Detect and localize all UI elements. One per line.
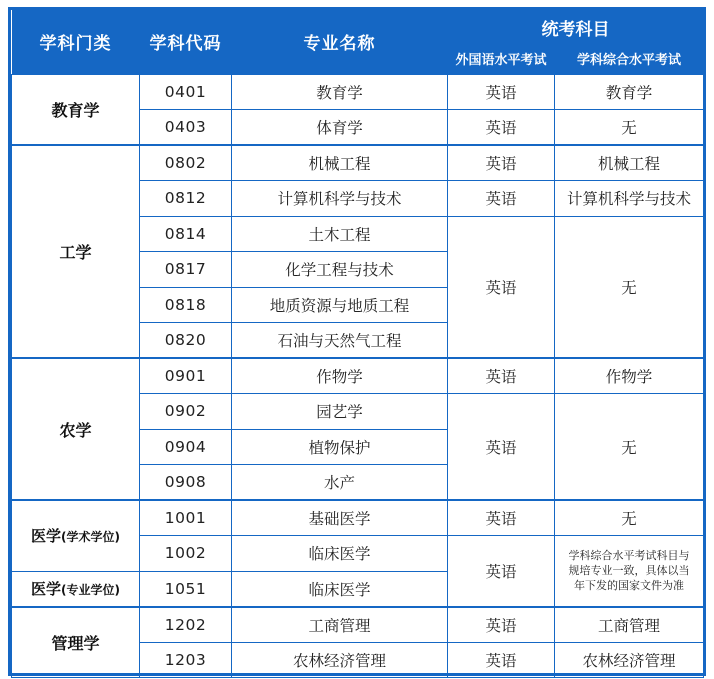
cell-foreign: 英语 [448, 500, 555, 536]
cell-subject: 教育学 [555, 74, 704, 110]
cell-major: 园艺学 [232, 394, 448, 430]
table-row [12, 358, 704, 394]
cell-code: 0802 [140, 145, 232, 181]
cell-foreign: 英语 [448, 358, 555, 394]
cell-subject: 无 [555, 500, 704, 536]
table-row [12, 500, 704, 536]
cell-major: 体育学 [232, 110, 448, 146]
cell-code: 0901 [140, 358, 232, 394]
cell-major: 临床医学 [232, 536, 448, 572]
cell-major: 地质资源与地质工程 [232, 287, 448, 323]
cell-major: 植物保护 [232, 429, 448, 465]
cell-major: 工商管理 [232, 607, 448, 643]
header-exam-foreign: 外国语水平考试 [448, 44, 555, 74]
category-education: 教育学 [12, 74, 140, 145]
cell-code: 0818 [140, 287, 232, 323]
cell-major: 水产 [232, 465, 448, 501]
table-row [12, 74, 704, 110]
cell-foreign: 英语 [448, 536, 555, 607]
cell-code: 0403 [140, 110, 232, 146]
cell-subject: 无 [555, 110, 704, 146]
cell-code: 0812 [140, 181, 232, 217]
category-medicine-academic [12, 500, 140, 571]
category-engineering: 工学 [12, 145, 140, 358]
cell-code: 0908 [140, 465, 232, 501]
category-medicine-professional-sub: (专业学位) [61, 583, 120, 597]
cell-code: 0904 [140, 429, 232, 465]
cell-code: 1202 [140, 607, 232, 643]
cell-major: 土木工程 [232, 216, 448, 252]
category-medicine-academic-sub: (学术学位) [61, 530, 120, 545]
cell-major: 机械工程 [232, 145, 448, 181]
cell-foreign: 英语 [448, 181, 555, 217]
cell-major: 化学工程与技术 [232, 252, 448, 288]
cell-foreign: 英语 [448, 607, 555, 643]
cell-major: 临床医学 [232, 571, 448, 607]
cell-foreign: 英语 [448, 110, 555, 146]
header-code: 学科代码 [140, 10, 232, 74]
cell-code: 0817 [140, 252, 232, 288]
cell-subject: 无 [555, 394, 704, 501]
cell-major: 教育学 [232, 74, 448, 110]
cell-subject: 机械工程 [555, 145, 704, 181]
category-agriculture: 农学 [12, 358, 140, 500]
table-row [12, 145, 704, 181]
table-row [12, 607, 704, 643]
cell-subject-note: 学科综合水平考试科目与规培专业一致，具体以当年下发的国家文件为准 [555, 536, 704, 607]
cell-foreign: 英语 [448, 642, 555, 678]
header-category: 学科门类 [12, 10, 140, 74]
category-medicine-academic-main: 医学 [31, 527, 62, 546]
category-medicine-professional [12, 571, 140, 607]
cell-code: 0820 [140, 323, 232, 359]
cell-major: 基础医学 [232, 500, 448, 536]
category-management: 管理学 [12, 607, 140, 678]
header-major: 专业名称 [232, 10, 448, 74]
cell-subject: 工商管理 [555, 607, 704, 643]
cell-foreign: 英语 [448, 216, 555, 358]
cell-code: 1203 [140, 642, 232, 678]
category-medicine-professional-main: 医学 [31, 580, 62, 598]
cell-code: 1051 [140, 571, 232, 607]
cell-subject: 作物学 [555, 358, 704, 394]
cell-code: 1001 [140, 500, 232, 536]
exam-subjects-table [11, 10, 704, 678]
cell-subject: 无 [555, 216, 704, 358]
cell-subject: 计算机科学与技术 [555, 181, 704, 217]
header-exam-group: 统考科目 [448, 10, 704, 44]
cell-foreign: 英语 [448, 74, 555, 110]
header-exam-subject: 学科综合水平考试 [555, 44, 704, 74]
cell-foreign: 英语 [448, 145, 555, 181]
cell-code: 0902 [140, 394, 232, 430]
cell-code: 0401 [140, 74, 232, 110]
cell-major: 作物学 [232, 358, 448, 394]
cell-major: 农林经济管理 [232, 642, 448, 678]
cell-major: 石油与天然气工程 [232, 323, 448, 359]
cell-subject: 农林经济管理 [555, 642, 704, 678]
cell-foreign: 英语 [448, 394, 555, 501]
cell-code: 0814 [140, 216, 232, 252]
cell-code: 1002 [140, 536, 232, 572]
exam-subjects-table-frame [8, 7, 706, 676]
cell-major: 计算机科学与技术 [232, 181, 448, 217]
